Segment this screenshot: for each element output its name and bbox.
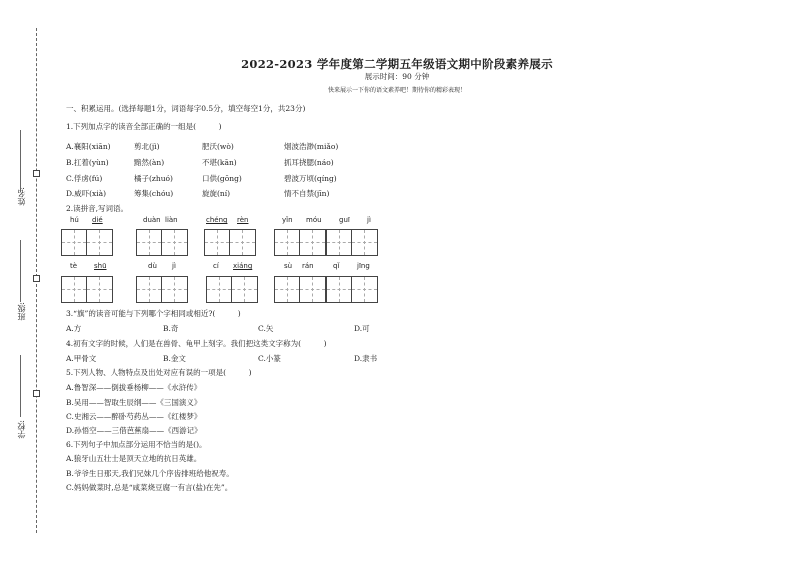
q5-option-a[interactable]: A.鲁智深——倒拔垂杨柳——《水浒传》 [66,383,202,392]
school-label: 学校: [17,420,26,439]
q1-word: 口供(gōng) [202,174,242,183]
writing-grid[interactable] [136,276,188,303]
writing-grid[interactable] [274,229,326,256]
q5-option-d[interactable]: D.孙悟空——三借芭蕉扇——《西游记》 [66,426,202,435]
class-blank[interactable] [20,240,21,302]
pinyin: rán [302,262,314,270]
pinyin: hú [70,216,79,224]
q1-word: 烟波浩渺(miǎo) [284,142,339,151]
q1-word: 肥沃(wò) [202,142,234,151]
q3-option-c[interactable]: C.矢 [258,324,274,333]
question-3: 3.“旗”的读音可能与下列哪个字相同或相近?( ) [66,309,241,318]
binding-hole [33,170,40,177]
binding-hole [33,390,40,397]
pinyin: jì [367,216,371,224]
exam-time: 展示时间：90 分钟 [364,72,430,81]
pinyin: jì [172,262,176,270]
q4-option-b[interactable]: B.金文 [163,354,186,363]
pinyin: cí [213,262,219,270]
question-1: 1.下列加点字的读音全部正确的一组是( ) [66,122,222,131]
pinyin: jīng [357,262,370,270]
writing-grid[interactable] [326,229,378,256]
pinyin: shū [94,262,107,270]
q4-option-c[interactable]: C.小篆 [258,354,281,363]
writing-grid[interactable] [274,276,326,303]
q1-word: 橘子(zhuó) [134,174,173,183]
q4-option-a[interactable]: A.甲骨文 [66,354,97,363]
class-label: 班级: [17,302,26,321]
writing-grid[interactable] [204,229,256,256]
q1-word: 情不自禁(jīn) [284,189,330,198]
pinyin: móu [306,216,322,224]
q3-option-b[interactable]: B.奇 [163,324,179,333]
q3-option-d[interactable]: D.可 [354,324,370,333]
q1-option[interactable]: D.威吓(xià) [66,189,107,198]
pinyin: chéng [206,216,228,224]
q1-word: 黯然(àn) [134,158,165,167]
q5-option-c[interactable]: C.史湘云——醉卧芍药丛——《红楼梦》 [66,412,202,421]
q6-option-a[interactable]: A.狼牙山五壮士是顶天立地的抗日英雄。 [66,454,202,463]
binding-hole [33,275,40,282]
writing-grid[interactable] [326,276,378,303]
pinyin: qǐ [333,262,340,270]
q1-word: 抓耳挠腮(náo) [284,158,334,167]
q5-option-b[interactable]: B.吴用——智取生辰纲——《三国演义》 [66,398,202,407]
writing-grid[interactable] [61,276,113,303]
pinyin: dù [148,262,157,270]
name-label: 姓名: [17,187,26,206]
pinyin: dié [92,216,103,224]
q1-word: 旋旋(ní) [202,189,231,198]
pinyin: rèn [237,216,249,224]
school-blank[interactable] [20,355,21,417]
pinyin: liàn [165,216,178,224]
pinyin: xiáng [233,262,253,270]
pinyin: tè [70,262,78,270]
q1-word: 剪北(jì) [134,142,160,151]
pinyin: guī [339,216,350,224]
q6-option-c[interactable]: C.妈妈做菜时,总是“咸菜烧豆腐一有言(盐)在先”。 [66,483,233,492]
pinyin: yǐn [282,216,293,224]
exam-motto: 快来展示一下你的语文素养吧！期待你的精彩表现！ [327,87,466,94]
q1-word: 碧波万顷(qíng) [284,174,337,183]
question-4: 4.初有文字的时候，人们是在兽骨、龟甲上刻字。我们把这类文字称为( ) [66,339,327,348]
q6-option-b[interactable]: B.爷爷生日那天,我们兄妹几个序齿排班给他祝寿。 [66,469,234,478]
writing-grid[interactable] [136,229,188,256]
q3-option-a[interactable]: A.方 [66,324,82,333]
pinyin: sù [284,262,293,270]
question-2: 2.读拼音,写词语。 [66,204,129,213]
name-blank[interactable] [20,130,21,192]
section-heading: 一、积累运用。(选择每题1分，词语每字0.5分，填空每空1分，共23分) [66,104,306,113]
q1-option[interactable]: C.俘虏(fú) [66,174,103,183]
q4-option-d[interactable]: D.隶书 [354,354,378,363]
writing-grid[interactable] [206,276,258,303]
pinyin: duàn [143,216,161,224]
q1-word: 不堪(kān) [202,158,237,167]
exam-title: 2022-2023 学年度第二学期五年级语文期中阶段素养展示 [241,57,553,71]
question-5: 5.下列人物、人物特点及出处对应有误的一项是( ) [66,368,252,377]
q1-word: 筹集(chóu) [134,189,174,198]
writing-grid[interactable] [61,229,113,256]
q1-option[interactable]: A.襄阳(xiān) [66,142,111,151]
question-6: 6.下列句子中加点部分运用不恰当的是()。 [66,440,207,449]
q1-option[interactable]: B.扛着(yùn) [66,158,109,167]
